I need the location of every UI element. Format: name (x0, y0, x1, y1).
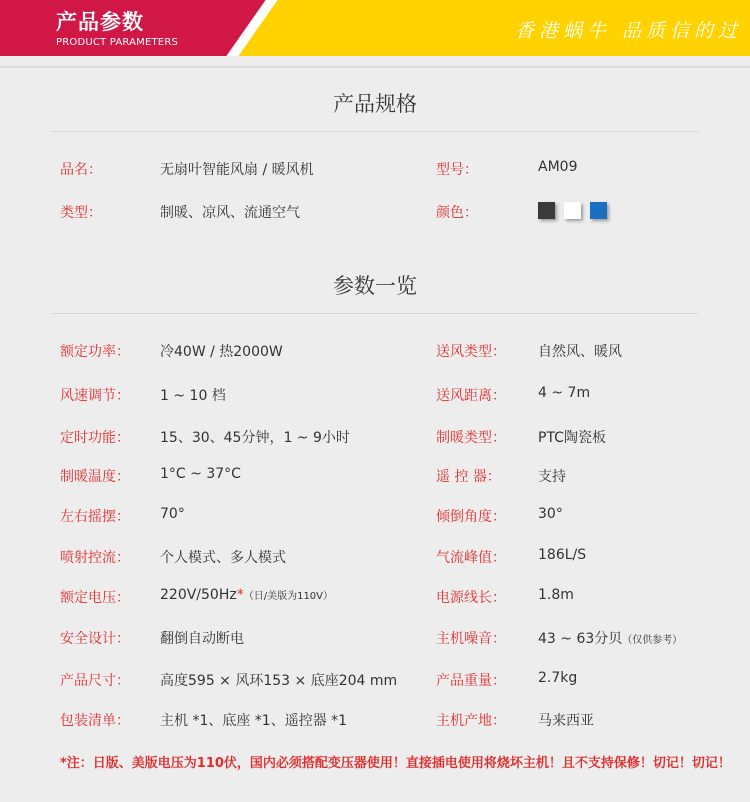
voltage-note: （日/美版为110V） (243, 591, 334, 602)
param-label: 主机产地： (436, 713, 506, 729)
param-value: 1°C ~ 37°C (160, 466, 241, 482)
spec-label: 类型： (60, 205, 102, 221)
header-divider (0, 66, 750, 68)
spec-label: 颜色： (436, 205, 478, 221)
param-label: 主机噪音： (436, 631, 506, 647)
param-label: 电源线长： (436, 590, 506, 606)
param-label: 遥 控 器： (436, 469, 501, 485)
param-value: 186L/S (538, 547, 587, 563)
spec-label: 型号： (436, 162, 478, 178)
param-value: 15、30、45分钟，1 ~ 9小时 (160, 430, 350, 446)
param-label: 送风类型： (436, 344, 506, 360)
param-value: 个人模式、多人模式 (160, 550, 286, 566)
param-value: 翻倒自动断电 (160, 631, 244, 647)
spec-value: AM09 (538, 159, 578, 175)
param-value: 支持 (538, 469, 566, 485)
spec-section-divider (52, 131, 698, 132)
param-value (538, 628, 682, 648)
param-label: 倾倒角度： (436, 509, 506, 525)
param-value (160, 587, 333, 603)
param-label: 包装清单： (60, 713, 130, 729)
param-label: 额定功率： (60, 344, 130, 360)
voltage-value: 220V/50Hz (160, 587, 237, 603)
param-label: 安全设计： (60, 631, 130, 647)
param-label: 制暖温度： (60, 469, 130, 485)
param-label: 喷射控流： (60, 550, 130, 566)
param-value: 主机 *1、底座 *1、遥控器 *1 (160, 713, 348, 729)
param-label: 产品尺寸： (60, 673, 130, 689)
param-value: 1.8m (538, 587, 574, 603)
color-swatch (538, 202, 555, 219)
param-label: 风速调节： (60, 388, 130, 404)
param-section-title: 参数一览 (333, 274, 417, 298)
param-label: 制暖类型： (436, 430, 506, 446)
param-value: 高度595 × 风环153 × 底座204 mm (160, 673, 398, 689)
header-banner (0, 0, 750, 56)
banner-slogan: 香港蜗牛 品质信的过 (514, 20, 742, 42)
param-value: PTC陶瓷板 (538, 430, 606, 446)
color-swatch (590, 202, 607, 219)
noise-value: 43 ~ 63分贝 (538, 631, 623, 647)
param-value: 2.7kg (538, 670, 578, 686)
param-label: 定时功能： (60, 430, 130, 446)
param-label: 产品重量： (436, 673, 506, 689)
param-label: 左右摇摆： (60, 509, 130, 525)
param-value: 1 ~ 10 档 (160, 388, 226, 404)
color-swatches (538, 202, 616, 221)
param-value: 4 ~ 7m (538, 385, 591, 401)
spec-label: 品名： (60, 162, 102, 178)
param-value: 冷40W / 热2000W (160, 344, 283, 360)
param-value: 自然风、暖风 (538, 344, 622, 360)
spec-value: 无扇叶智能风扇 / 暖风机 (160, 162, 314, 178)
param-section-divider (52, 313, 698, 314)
banner-subtitle: PRODUCT PARAMETERS (56, 37, 179, 48)
param-label: 送风距离： (436, 388, 506, 404)
noise-note: （仅供参考） (622, 635, 683, 646)
footnote-warning: *注：日版、美版电压为110伏，国内必须搭配变压器使用！直接插电使用将烧坏主机！且不支持保修！切记！切记！ (60, 756, 731, 771)
spec-section-title: 产品规格 (333, 92, 417, 116)
param-value: 30° (538, 506, 563, 522)
spec-value: 制暖、凉风、流通空气 (160, 205, 300, 221)
param-label: 额定电压： (60, 590, 130, 606)
banner-title: 产品参数 (56, 10, 144, 34)
param-value: 马来西亚 (538, 713, 594, 729)
voltage-asterisk: * (236, 587, 244, 603)
param-label: 气流峰值： (436, 550, 506, 566)
param-value: 70° (160, 506, 185, 522)
color-swatch (564, 202, 581, 219)
